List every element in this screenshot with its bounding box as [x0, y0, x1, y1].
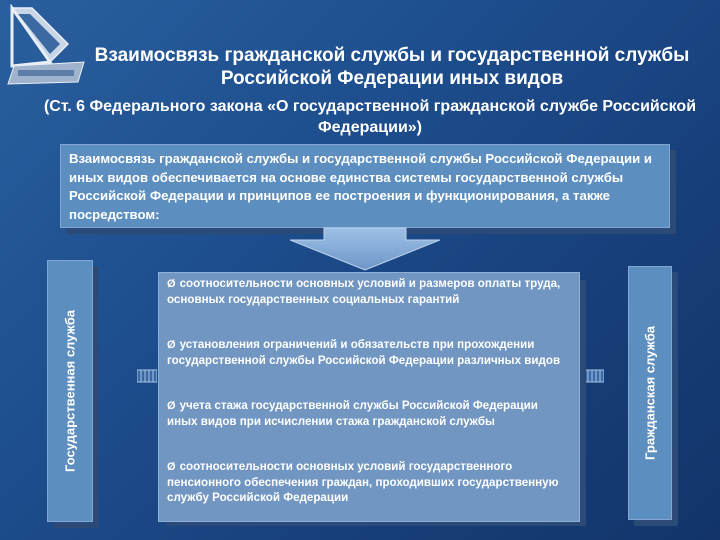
left-panel-label: Государственная служба: [62, 309, 78, 473]
bullet-arrow-icon: Ø: [167, 461, 176, 473]
right-connector-icon: [584, 368, 604, 384]
list-item-text: учета стажа государственной службы Российской Федерации иных видов при исчислении стажа гражданской службы: [167, 399, 538, 428]
intro-box: Взаимосвязь гражданской службы и государственной службы Российской Федерации и иных видов обеспечивается на основе единства системы государственной службы Российской Федерации и принципов ее построения и функционирования, а также посредством:: [60, 144, 670, 228]
bullet-arrow-icon: Ø: [167, 339, 176, 351]
left-panel: [47, 260, 93, 522]
list-item-text: соотносительности основных условий и размеров оплаты труда, основных государственных социальных гарантий: [167, 277, 561, 306]
list-item-text: соотносительности основных условий государственного пенсионного обеспечения граждан, проходивших государственную службу Российской Федерации: [167, 460, 559, 504]
emblem-logo-icon: [4, 4, 90, 88]
center-panel: [158, 272, 580, 522]
list-item: [167, 397, 571, 458]
page-title: Взаимосвязь гражданской службы и государственной службы Российской Федерации иных видов: [94, 45, 690, 89]
page-subtitle: (Ст. 6 Федерального закона «О государственной гражданской службе Российской Федерации»): [43, 98, 697, 136]
list-item: [167, 336, 571, 397]
right-panel-label: Гражданская служба: [642, 326, 658, 460]
list-item-text: установления ограничений и обязательств при прохождении государственной службы Российской Федерации различных видов: [167, 338, 561, 367]
list-item: [167, 275, 571, 336]
right-panel: [628, 266, 672, 520]
list-item: [167, 458, 571, 519]
left-connector-icon: [137, 368, 157, 384]
down-arrow-icon: [290, 226, 440, 272]
bullet-arrow-icon: Ø: [167, 400, 176, 412]
bullet-arrow-icon: Ø: [167, 278, 176, 290]
